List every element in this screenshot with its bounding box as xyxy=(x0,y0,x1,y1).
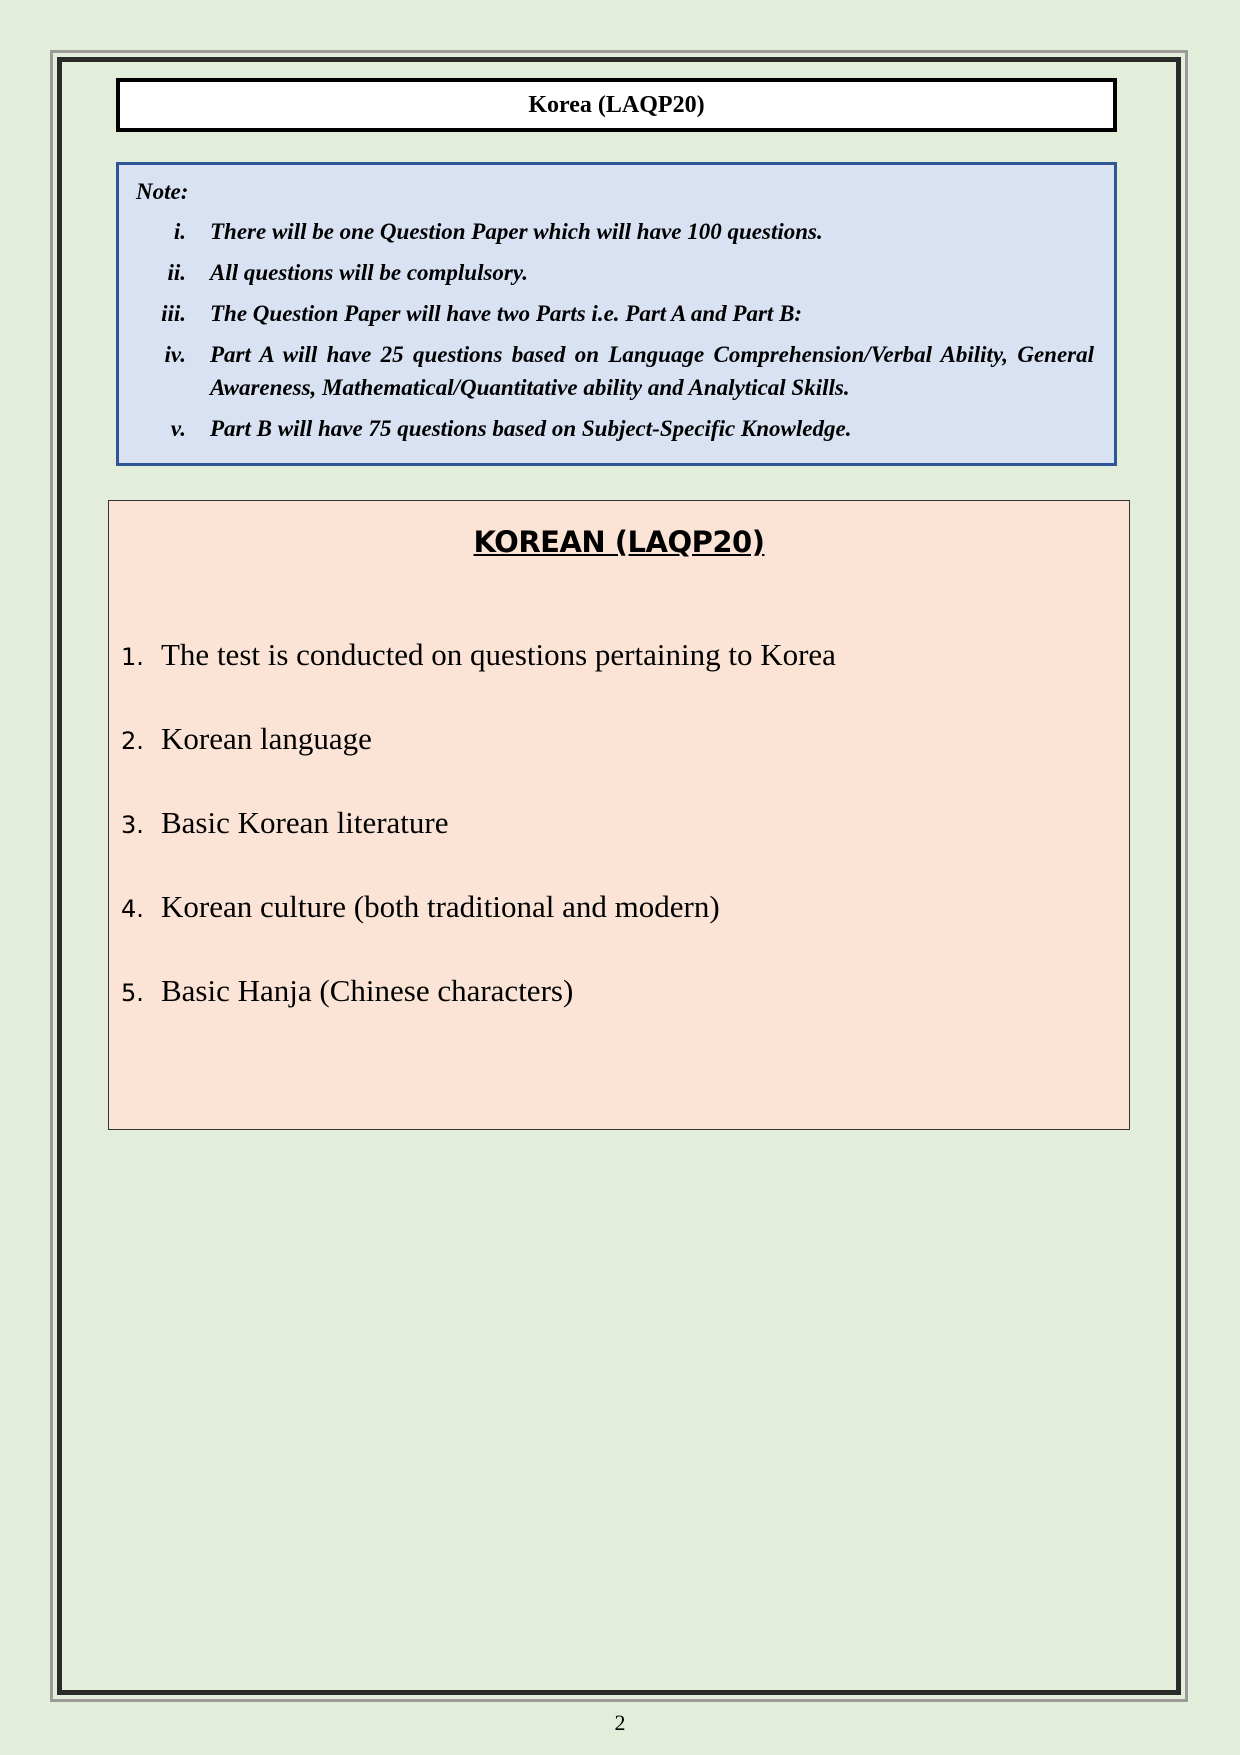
note-item xyxy=(136,412,1094,445)
syllabus-item-text: Basic Korean literature xyxy=(161,805,449,840)
syllabus-item-number: 4. xyxy=(121,895,144,923)
syllabus-item-number: 3. xyxy=(121,811,144,839)
syllabus-item xyxy=(121,637,1129,721)
syllabus-item-text: Korean language xyxy=(161,721,372,756)
note-box xyxy=(116,162,1117,466)
syllabus-item-text: Basic Hanja (Chinese characters) xyxy=(161,973,574,1008)
syllabus-item xyxy=(121,805,1129,889)
note-item-number: i. xyxy=(173,219,186,244)
page-number: 2 xyxy=(614,1710,626,1735)
page-title: Korea (LAQP20) xyxy=(528,91,705,118)
note-item-text: Part B will have 75 questions based on Subject-Specific Knowledge. xyxy=(210,416,852,441)
note-item-text: The Question Paper will have two Parts i.e. Part A and Part B: xyxy=(210,301,803,326)
syllabus-item xyxy=(121,973,1129,1057)
syllabus-item-number: 2. xyxy=(121,727,144,755)
page-title-box xyxy=(116,78,1117,132)
note-item-text: There will be one Question Paper which will have 100 questions. xyxy=(210,219,823,244)
note-item xyxy=(136,338,1094,404)
syllabus-item-number: 5. xyxy=(121,979,144,1007)
note-item-number: iii. xyxy=(161,301,186,326)
syllabus-item xyxy=(121,889,1129,973)
syllabus-box xyxy=(108,500,1130,1130)
note-item xyxy=(136,215,1094,248)
note-item-number: v. xyxy=(170,416,186,441)
note-item xyxy=(136,256,1094,289)
note-item-number: iv. xyxy=(164,342,186,367)
syllabus-item-text: The test is conducted on questions pertaining to Korea xyxy=(161,637,836,672)
note-item-text: Part A will have 25 questions based on Language Comprehension/Verbal Ability, General Awareness, Mathematical/Quantitative ability and Analytical Skills. xyxy=(210,342,1094,400)
syllabus-list xyxy=(109,637,1129,1057)
note-item-text: All questions will be complulsory. xyxy=(210,260,528,285)
syllabus-item xyxy=(121,721,1129,805)
note-item xyxy=(136,297,1094,330)
syllabus-title: KOREAN (LAQP20) xyxy=(473,525,765,559)
note-item-number: ii. xyxy=(167,260,186,285)
note-label: Note: xyxy=(136,179,189,204)
syllabus-item-number: 1. xyxy=(121,643,144,671)
syllabus-item-text: Korean culture (both traditional and modern) xyxy=(161,889,720,924)
